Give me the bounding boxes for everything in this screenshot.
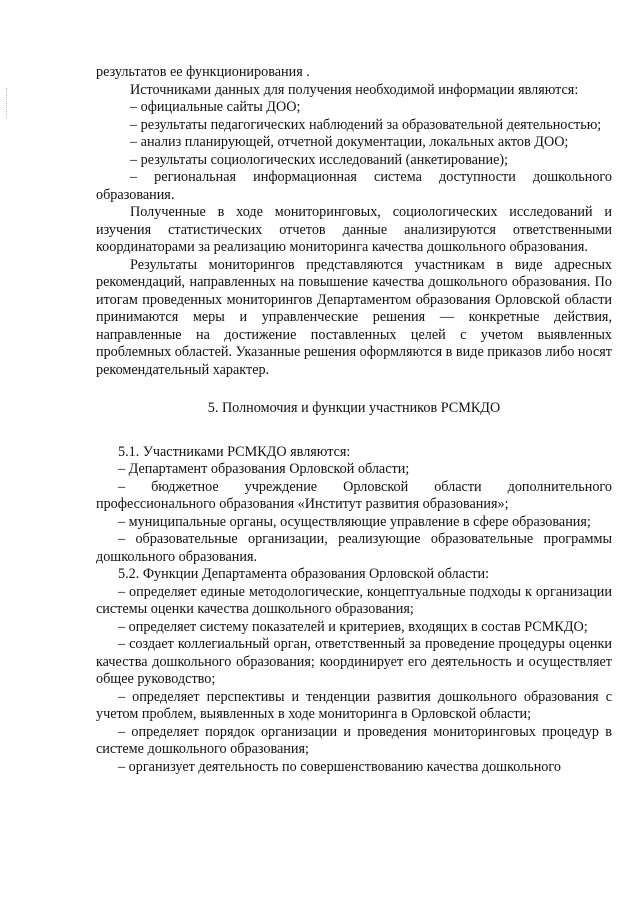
list-item: – результаты социологических исследований (анкетирование); xyxy=(130,151,509,168)
scan-margin-mark xyxy=(6,88,9,118)
list-item: – определяет единые методологические, концептуальные подходы к организации системы оценки качества дошкольного образования; xyxy=(96,583,612,617)
list-item: – бюджетное учреждение Орловской области дополнительного профессионального образования «Институт развития образования»; xyxy=(96,478,612,512)
paragraph: Полученные в ходе мониторинговых, социологических исследований и изучения статистических отчетов данные анализируются ответственными координаторами за реализацию мониторинга качества дошкольного образования. xyxy=(96,204,612,255)
list-item: – Департамент образования Орловской области; xyxy=(118,461,410,477)
list-item: – организует деятельность по совершенствованию качества дошкольного xyxy=(118,758,561,775)
list-item: – образовательные организации, реализующие образовательные программы дошкольного образования. xyxy=(96,531,612,565)
list-item: – региональная информационная система доступности дошкольного образования. xyxy=(96,169,612,203)
list-item: – официальные сайты ДОО; xyxy=(130,99,301,115)
subsection-heading: 5.2. Функции Департамента образования Орловской области: xyxy=(118,566,490,582)
paragraph: Результаты мониторингов представляются участникам в виде адресных рекомендаций, направленных на повышение качества дошкольного образования. По итогам проведенных мониторингов Департаментом образования Орловской области принимаются меры и управленческие решения — конкретные действия, направленные на достижение поставленных целей с учетом выявленных проблемных областей. Указанные решения оформляются в виде приказов либо носят рекомендательный характер. xyxy=(96,256,612,378)
list-item: – определяет порядок организации и проведения мониторинговых процедур в системе дошкольного образования; xyxy=(96,723,612,757)
subsection-heading: 5.1. Участниками РСМКДО являются: xyxy=(118,443,351,460)
section-heading: 5. Полномочия и функции участников РСМКДО xyxy=(207,400,501,416)
text-line: Источниками данных для получения необходимой информации являются: xyxy=(130,81,579,98)
list-item: – определяет систему показателей и критериев, входящих в состав РСМКДО; xyxy=(118,618,588,635)
list-item: – определяет перспективы и тенденции развития дошкольного образования с учетом проблем, выявленных в ходе мониторинга в Орловской области; xyxy=(96,688,612,722)
list-item: – создает коллегиальный орган, ответственный за проведение процедуры оценки качества дошкольного образования; координирует его деятельность и осуществляет общее руководство; xyxy=(96,636,612,687)
list-item: – результаты педагогических наблюдений за образовательной деятельностью; xyxy=(130,116,602,133)
list-item: – анализ планирующей, отчетной документации, локальных актов ДОО; xyxy=(130,134,569,150)
list-item: – муниципальные органы, осуществляющие управление в сфере образования; xyxy=(118,513,591,530)
text-line: результатов ее функционирования . xyxy=(96,64,310,80)
